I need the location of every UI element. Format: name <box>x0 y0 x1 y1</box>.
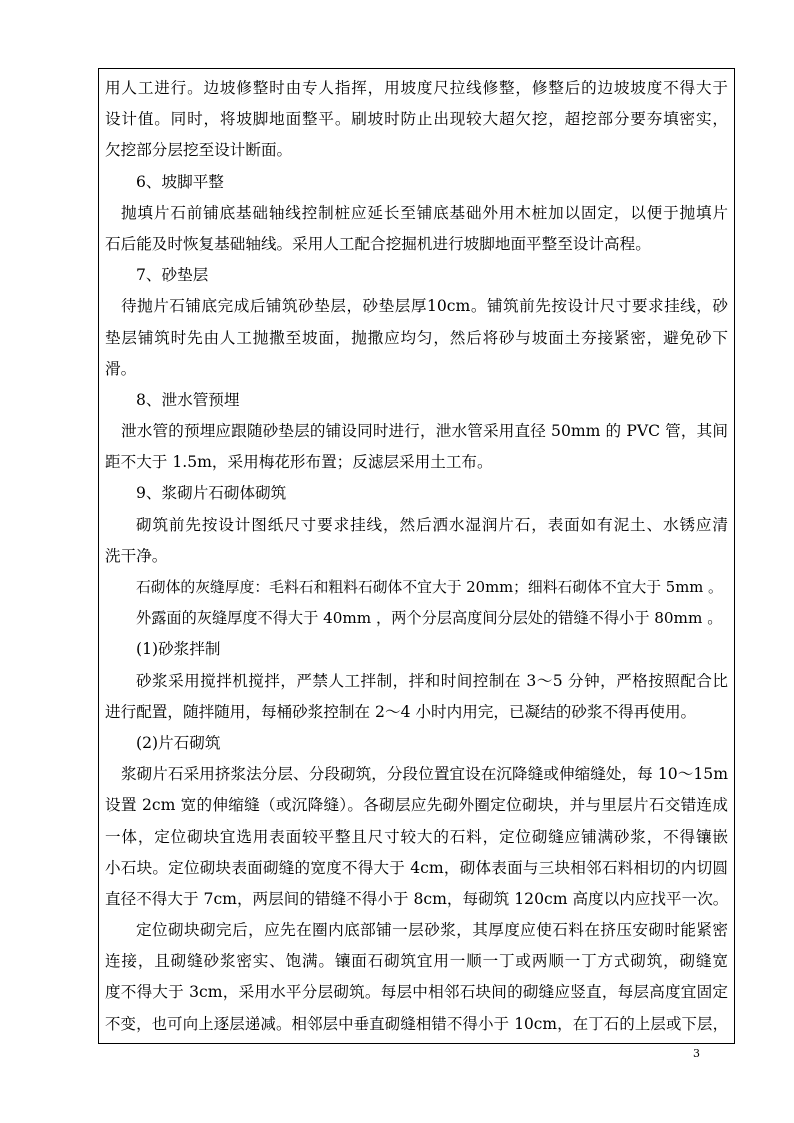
page-number: 3 <box>693 1047 700 1060</box>
paragraph-line: 垫层铺筑时先由人工抛撒至坡面，抛撒应均匀，然后将砂与坡面土夯接紧密，避免砂下 <box>105 328 728 347</box>
paragraph-line: 小石块。定位砌块表面砌缝的宽度不得大于 4cm，砌体表面与三块相邻石料相切的内切圆 <box>105 858 728 877</box>
paragraph-line: 定位砌块砌完后，应先在圈内底部铺一层砂浆，其厚度应使石料在挤压安砌时能紧密 <box>136 921 728 940</box>
section-heading: 7、砂垫层 <box>136 266 209 285</box>
paragraph-line: 欠挖部分层挖至设计断面。 <box>105 141 293 160</box>
section-heading: 8、泄水管预埋 <box>136 390 240 409</box>
paragraph-line: 滑。 <box>105 359 137 378</box>
paragraph-line: 外露面的灰缝厚度不得大于 40mm ，两个分层高度间分层处的错缝不得小于 80mm 。 <box>136 609 723 628</box>
paragraph-line: 直径不得大于 7cm，两层间的错缝不得小于 8cm，每砌筑 120cm 高度以内应找平一次。 <box>105 889 728 908</box>
paragraph-line: 洗干净。 <box>105 546 168 565</box>
paragraph-line: 距不大于 1.5m，采用梅花形布置；反滤层采用土工布。 <box>105 453 493 472</box>
paragraph-line: 抛填片石前铺底基础轴线控制桩应延长至铺底基础外用木桩加以固定，以便于抛填片 <box>121 203 728 222</box>
paragraph-line: 砌筑前先按设计图纸尺寸要求挂线，然后洒水湿润片石，表面如有泥土、水锈应清 <box>136 515 728 534</box>
paragraph-line: 设计值。同时，将坡脚地面整平。刷坡时防止出现较大超欠挖，超挖部分要夯填密实， <box>105 110 728 129</box>
paragraph-line: 砂浆采用搅拌机搅拌，严禁人工拌制，拌和时间控制在 3～5 分钟，严格按照配合比 <box>136 671 728 690</box>
paragraph-line: 设置 2cm 宽的伸缩缝（或沉降缝）。各砌层应先砌外圈定位砌块，并与里层片石交错连成 <box>105 796 728 815</box>
document-frame <box>98 68 735 1044</box>
paragraph-line: 不变，也可向上逐层递减。相邻层中垂直砌缝相错不得小于 10cm，在丁石的上层或下层， <box>105 1014 728 1033</box>
paragraph-line: 泄水管的预埋应跟随砂垫层的铺设同时进行，泄水管采用直径 50mm 的 PVC 管，其间 <box>121 422 728 441</box>
paragraph-line: 待抛片石铺底完成后铺筑砂垫层，砂垫层厚10cm。铺筑前先按设计尺寸要求挂线，砂 <box>121 297 728 316</box>
section-heading: 6、坡脚平整 <box>136 172 224 191</box>
paragraph-line: 连接，且砌缝砂浆密实、饱满。镶面石砌筑宜用一顺一丁或两顺一丁方式砌筑，砌缝宽 <box>105 952 728 971</box>
paragraph-line: 石砌体的灰缝厚度：毛料石和粗料石砌体不宜大于 20mm；细料石砌体不宜大于 5mm 。 <box>136 579 723 596</box>
paragraph-line: 度不得大于 3cm，采用水平分层砌筑。每层中相邻石块间的砌缝应竖直，每层高度宜固定 <box>105 983 728 1002</box>
paragraph-line: 石后能及时恢复基础轴线。采用人工配合挖掘机进行坡脚地面平整至设计高程。 <box>105 234 651 253</box>
paragraph-line: 用人工进行。边坡修整时由专人指挥，用坡度尺拉线修整，修整后的边坡坡度不得大于 <box>105 79 728 97</box>
paragraph-line: 浆砌片石采用挤浆法分层、分段砌筑，分段位置宜设在沉降缝或伸缩缝处，每 10～15m <box>121 765 728 784</box>
document-body <box>105 73 728 1040</box>
paragraph-line: 一体，定位砌块宜选用表面较平整且尺寸较大的石料，定位砌缝应铺满砂浆，不得镶嵌 <box>105 827 728 846</box>
paragraph-line: 进行配置，随拌随用，每桶砂浆控制在 2～4 小时内用完，已凝结的砂浆不得再使用。 <box>105 702 697 721</box>
section-heading: (2)片石砌筑 <box>136 733 221 752</box>
section-heading: 9、浆砌片石砌体砌筑 <box>136 484 287 503</box>
section-heading: (1)砂浆拌制 <box>136 640 221 659</box>
